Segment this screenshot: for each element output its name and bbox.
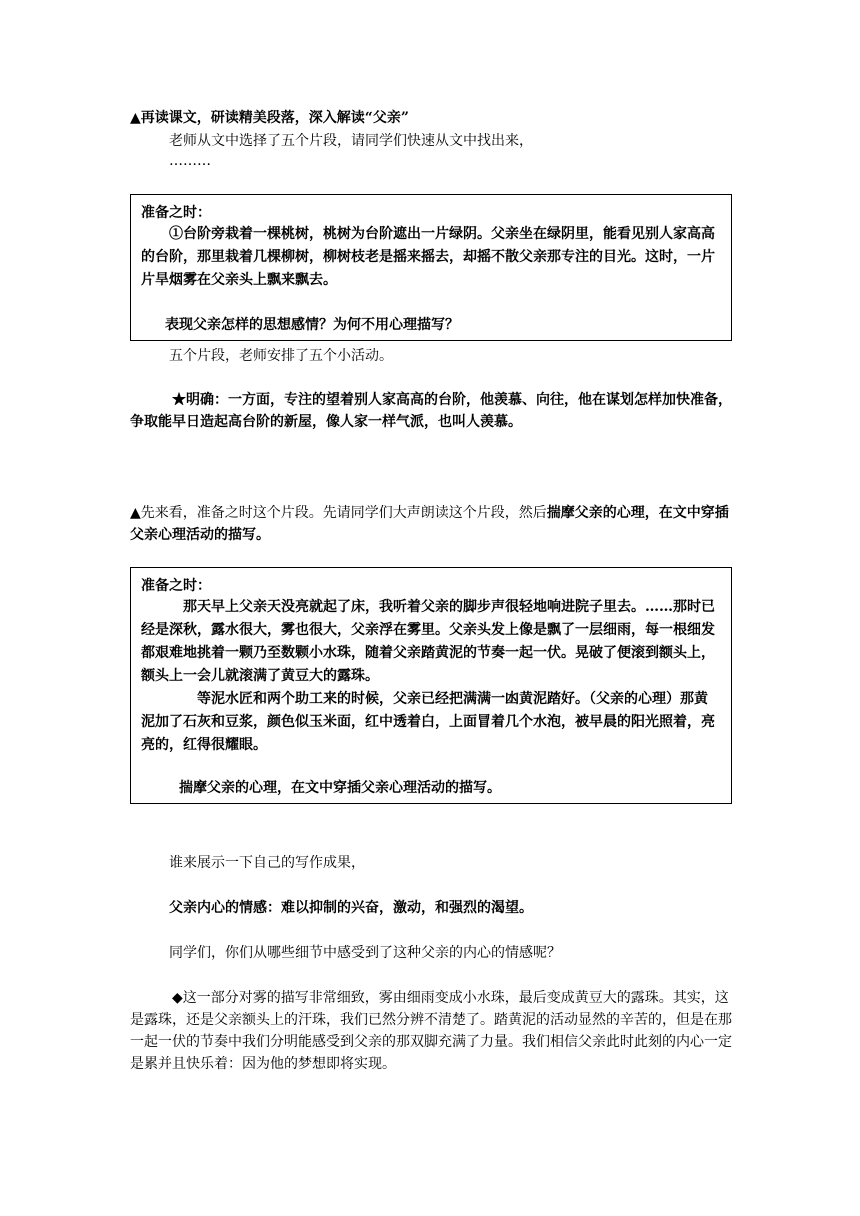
excerpt-label: 准备之时： — [141, 578, 211, 594]
excerpt-para-1: 那天早上父亲天没亮就起了床，我听着父亲的脚步声很轻地响进院子里去。……那时已经是深秋，露水很大，雾也很大，父亲浮在雾里。父亲头发上像是飘了一层细雨，每一根细发都艰难地挑着一颗乃至数颗小水珠，随着父亲踏黄泥的节奏一起一伏。晃破了便滚到额头上，额头上一会儿就滚满了黄豆大的露珠。 — [141, 599, 715, 684]
excerpt-question: 表现父亲怎样的思想感情？为何不用心理描写？ — [165, 317, 459, 333]
note-five-activities: 五个片段，老师安排了五个小活动。 — [169, 348, 393, 364]
excerpt-task: 揣摩父亲的心理，在文中穿插父亲心理活动的描写。 — [179, 780, 501, 796]
section1-ellipsis: ……… — [169, 153, 211, 169]
detail-question-line: 同学们，你们从哪些细节中感受到了这种父亲的内心的情感呢？ — [169, 945, 561, 961]
excerpt-text: ①台阶旁栽着一棵桃树，桃树为台阶遮出一片绿阴。父亲坐在绿阴里，能看见别人家高高的台阶，那里栽着几棵柳树，柳树枝老是摇来摇去，却摇不散父亲那专注的目光。这时，一片片旱烟雾在父亲头上飘来飘去。 — [141, 226, 715, 288]
excerpt-box-2 — [130, 567, 732, 804]
excerpt-box-1 — [130, 194, 732, 341]
section1-heading: ▲再读课文，研读精美段落，深入解读“父亲” — [130, 110, 409, 126]
section2-intro — [130, 502, 732, 546]
excerpt-para-2: 等泥水匠和两个助工来的时候，父亲已经把满满一凼黄泥踏好。（父亲的心理）那黄泥加了石灰和豆浆，颜色似玉米面，红中透着白，上面冒着几个水泡，被早晨的阳光照着，亮亮的，红得很耀眼。 — [141, 691, 715, 753]
show-results-line: 谁来展示一下自己的写作成果， — [169, 855, 365, 871]
section2-intro-text: ▲先来看，准备之时这个片段。先请同学们大声朗读这个片段，然后 — [130, 505, 547, 521]
section1-intro: 老师从文中选择了五个片段，请同学们快速从文中找出来， — [169, 133, 533, 149]
excerpt-label: 准备之时： — [141, 205, 211, 221]
analysis-paragraph: ◆这一部分对雾的描写非常细致，雾由细雨变成小水珠，最后变成黄豆大的露珠。其实，这是露珠，还是父亲额头上的汗珠，我们已然分辨不清楚了。踏黄泥的活动显然的辛苦的，但是在那一起一伏的节奏中我们分明能感受到父亲的那双脚充满了力量。我们相信父亲此时此刻的内心一定是累并且快乐着：因为他的梦想即将实现。 — [130, 990, 732, 1072]
father-emotion-line: 父亲内心的情感：难以抑制的兴奋，激动，和强烈的渴望。 — [169, 900, 533, 916]
section2-intro-emphasis: 揣摩父亲的心理，在文中穿插父亲心理活动的描写。 — [130, 505, 729, 543]
answer-paragraph: ★明确：一方面，专注的望着别人家高高的台阶，他羡慕、向往，他在谋划怎样加快准备，争取能早日造起高台阶的新屋，像人家一样气派，也叫人羡慕。 — [130, 392, 732, 430]
